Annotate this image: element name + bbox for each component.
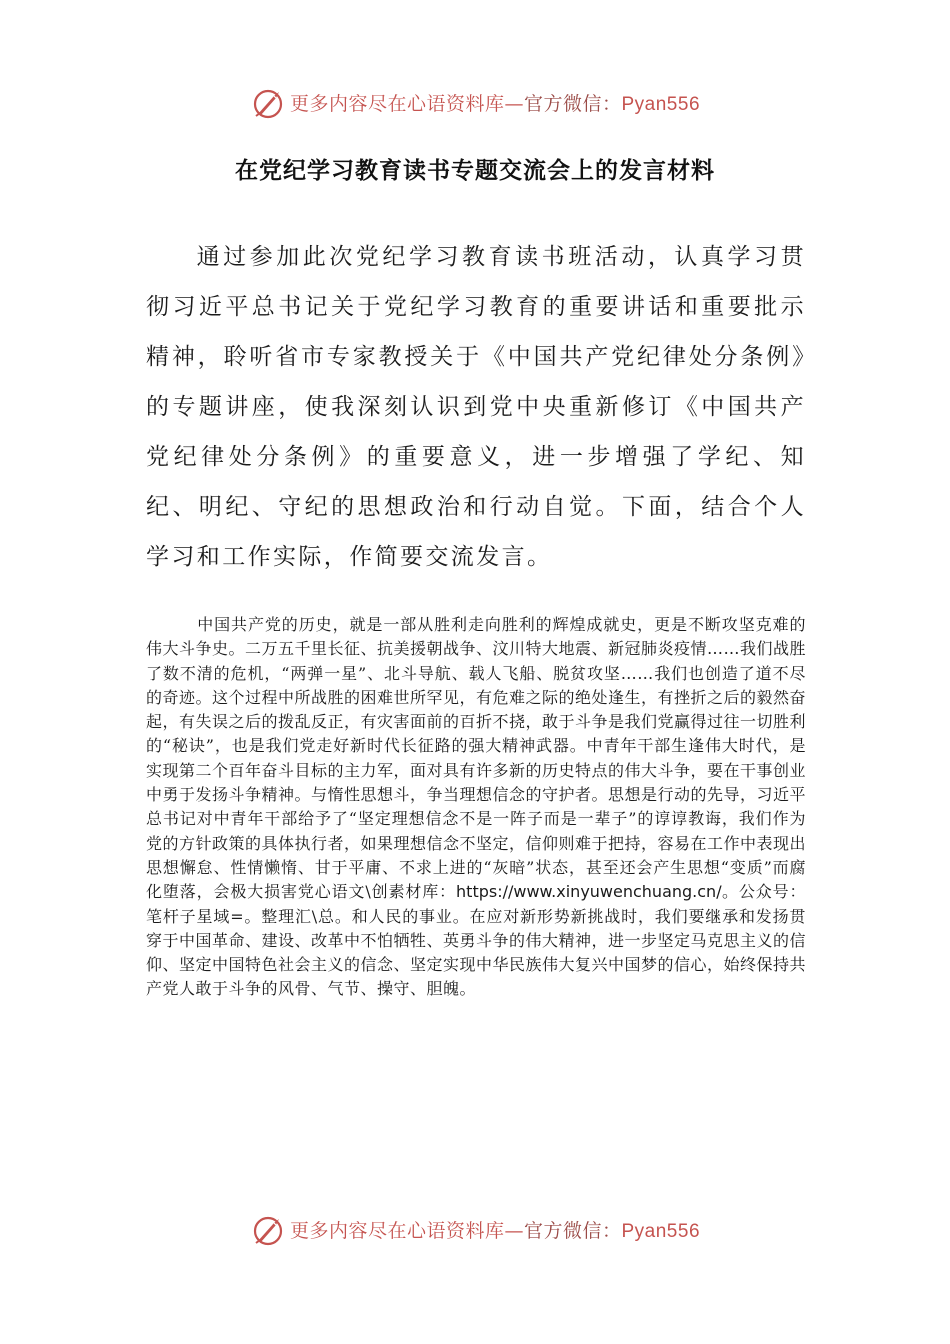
- body-paragraph: [146, 613, 806, 1002]
- banner-official-label: 官方微信：: [523, 92, 622, 115]
- body-paragraph-text-2: 。公众号：笔杆子星域=。整理汇\总。和人民的事业。在应对新形势新挑战时，我们要继承和发扬贯穿于中国革命、建设、改革中不怕牺牲、英勇斗争的伟大精神，进一步坚定马克思主义的信仰、坚定中国特色社会主义的信念、坚定实现中华民族伟大复兴中国梦的信心，始终保持共产党人敢于斗争的风骨、气节、操守、胆魄。: [146, 882, 807, 999]
- footer-banner: [0, 1211, 950, 1251]
- body-paragraph-url: https://www.xinyuwenchuang.cn/: [456, 882, 722, 902]
- document-title: 在党纪学习教育读书专题交流会上的发言材料: [235, 157, 715, 184]
- banner-dash: —: [504, 92, 524, 115]
- quill-pen-logo-icon: [250, 1213, 286, 1249]
- quill-pen-logo-icon: [250, 86, 286, 122]
- banner-wechat-id: Pyan556: [621, 93, 701, 115]
- intro-paragraph: 通过参加此次党纪学习教育读书班活动，认真学习贯彻习近平总书记关于党纪学习教育的重要讲话和重要批示精神，聆听省市专家教授关于《中国共产党纪律处分条例》的专题讲座，使我深刻认识到党中央重新修订《中国共产党纪律处分条例》的重要意义，进一步增强了学纪、知纪、明纪、守纪的思想政治和行动自觉。下面，结合个人学习和工作实际，作简要交流发言。: [146, 244, 806, 570]
- body-paragraph-text-1: 中国共产党的历史，就是一部从胜利走向胜利的辉煌成就史，更是不断攻坚克难的伟大斗争史。二万五千里长征、抗美援朝战争、汶川特大地震、新冠肺炎疫情……我们战胜了数不清的危机，“两弹一星”、北斗导航、载人飞船、脱贫攻坚……我们也创造了道不尽的奇迹。这个过程中所战胜的困难世所罕见，有危难之际的绝处逢生，有挫折之后的毅然奋起，有失误之后的拨乱反正，有灾害面前的百折不挠，敢于斗争是我们党赢得过往一切胜利的“秘诀”，也是我们党走好新时代长征路的强大精神武器。中青年干部生逢伟大时代，是实现第二个百年奋斗目标的主力军，面对具有许多新的历史特点的伟大斗争，要在干事创业中勇于发扬斗争精神。与惰性思想斗，争当理想信念的守护者。思想是行动的先导，习近平总书记对中青年干部给予了“坚定理想信念不是一阵子而是一辈子”的谆谆教诲，我们作为党的方针政策的具体执行者，如果理想信念不坚定，信仰则难于把持，容易在工作中表现出思想懈怠、性情懒惰、甘于平庸、不求上进的“灰暗”状态，甚至还会产生思想“变质”而腐化堕落，会极大损害党心语文\创素材库：: [146, 615, 807, 902]
- banner-site-name: 更多内容尽在心语资料库: [289, 1219, 505, 1242]
- header-banner: [0, 84, 950, 124]
- banner-text: [289, 92, 701, 115]
- banner-site-name: 更多内容尽在心语资料库: [289, 92, 505, 115]
- banner-text: [289, 1219, 701, 1242]
- banner-official-label: 官方微信：: [523, 1219, 622, 1242]
- banner-wechat-id: Pyan556: [621, 1220, 701, 1242]
- banner-dash: —: [504, 1219, 524, 1242]
